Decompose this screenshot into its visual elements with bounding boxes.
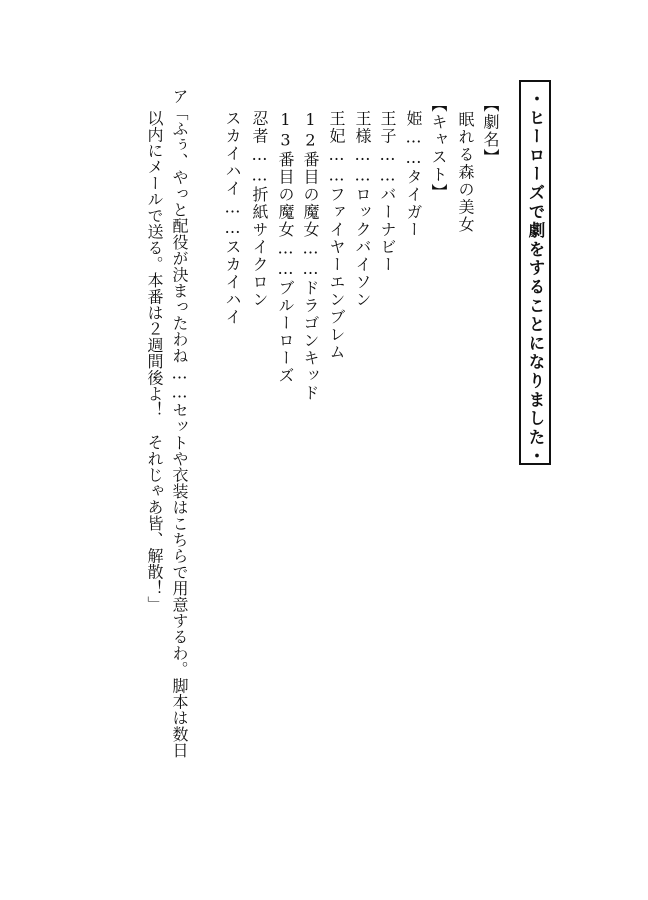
cast-entry: 王妃……ファイヤーエンブレム — [327, 110, 346, 361]
cast-entry: 姫……タイガー — [404, 110, 423, 239]
cast-entry: 王様……ロックバイソン — [353, 110, 372, 309]
play-name: 眠れる森の美女 — [456, 111, 475, 234]
dialogue-line: ア「ふぅ、やっと配役が決まったわね……セットや衣装はこちらで用意するわ。脚本は数日 — [170, 88, 189, 759]
cast-entry: スカイハイ……スカイハイ — [223, 110, 242, 326]
dialogue-line: 以内にメールで送る。本番は２週間後よ！ それじゃあ皆、解散！」 — [145, 110, 164, 613]
cast-entry: 忍者……折紙サイクロン — [250, 110, 269, 309]
cast-entry: 王子……バーナビー — [378, 110, 397, 274]
cast-heading: 【キャスト】 — [429, 96, 448, 201]
play-heading: 【劇名】 — [481, 96, 500, 166]
cast-entry: 13番目の魔女……ブルーローズ — [276, 110, 295, 385]
cast-entry: 12番目の魔女……ドラゴンキッド — [301, 110, 320, 402]
page-title: ・ヒーローズで劇をすることになりました・ — [519, 80, 551, 465]
